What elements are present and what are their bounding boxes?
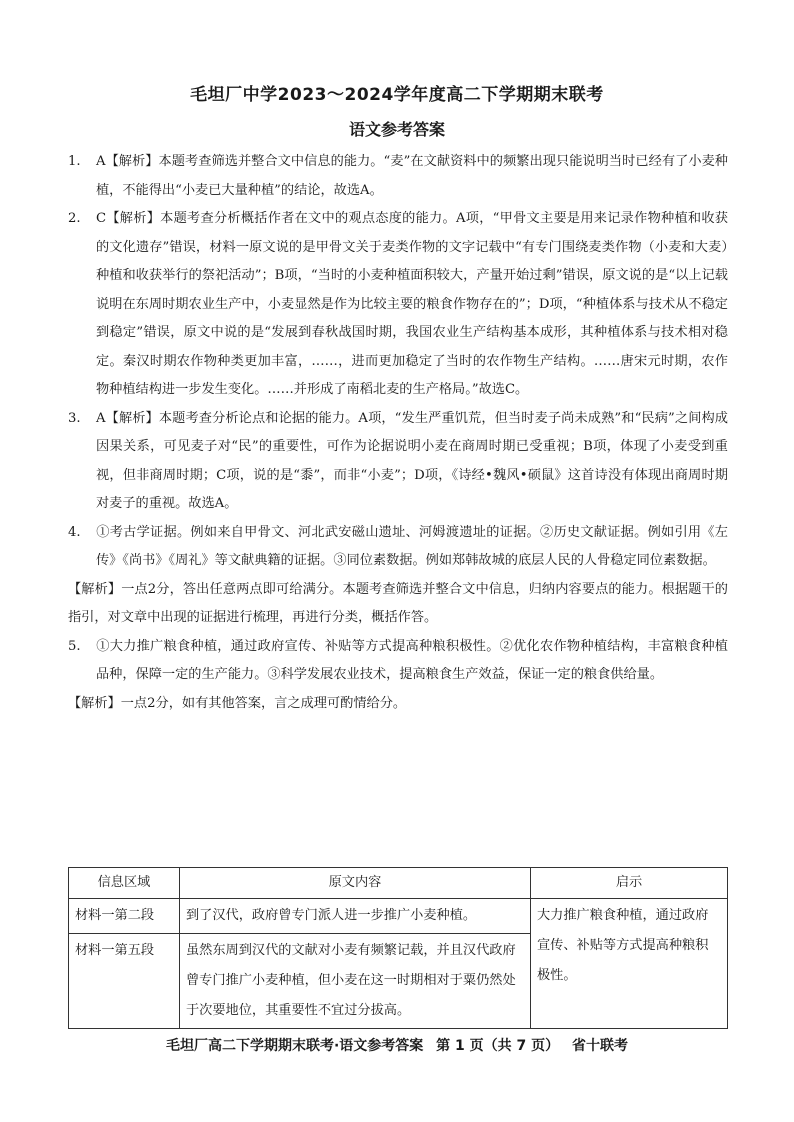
answer-4-note: 【解析】一点2分，答出任意两点即可给满分。本题考查筛选并整合文中信息，归纳内容要点的能力。根据题干的指引，对文章中出现的证据进行梳理，再进行分类，概括作答。 [68,581,728,625]
footer-brand: 省十联考 [572,1038,629,1054]
table-cell-area: 材料一第五段 [69,934,180,1029]
table-header-insight: 启示 [531,868,728,899]
table-cell-area: 材料一第二段 [69,899,180,934]
table-cell-content: 虽然东周到汉代的文献对小麦有频繁记载，并且汉代政府曾专门推广小麦种植，但小麦在这一时期相对于粟仍然处于次要地位，其重要性不宜过分拔高。 [180,934,531,1029]
answer-4: 4. ①考古学证据。例如来自甲骨文、河北武安磁山遗址、河姆渡遗址的证据。②历史文献证据。例如引用《左传》《尚书》《周礼》等文献典籍的证据。③同位素数据。例如郑韩故城的底层人民的人骨稳定同位素数据。 [68,524,728,568]
table-cell-content: 到了汉代，政府曾专门派人进一步推广小麦种植。 [180,899,531,934]
table-cell-insight: 大力推广粮食种植，通过政府宣传、补贴等方式提高种粮积极性。 [531,899,728,1029]
table-row [69,899,728,934]
answer-1: 1. A【解析】本题考查筛选并整合文中信息的能力。“麦”在文献资料中的频繁出现只能说明当时已经有了小麦种植，不能得出“小麦已大量种植”的结论，故选A。 [68,154,728,198]
evidence-table [68,867,728,1029]
answer-5-note: 【解析】一点2分，如有其他答案，言之成理可酌情给分。 [68,695,407,711]
table-header-area: 信息区域 [69,868,180,899]
page-subtitle: 语文参考答案 [348,120,445,139]
page-footer [0,1035,794,1055]
answer-5: 5. ①大力推广粮食种植，通过政府宣传、补贴等方式提高种粮积极性。②优化农作物种植结构，丰富粮食种植品种，保障一定的生产能力。③科学发展农业技术，提高粮食生产效益，保证一定的粮食供给量。 [68,638,728,682]
page-title: 毛坦厂中学2023～2024学年度高二下学期期末联考 [190,85,604,105]
answer-2: 2. C【解析】本题考查分析概括作者在文中的观点态度的能力。A项，“甲骨文主要是用来记录作物种植和收获的文化遗存”错误，材料一原文说的是甲骨文关于麦类作物的文字记载中“有专门围绕麦类作物（小麦和大麦）种植和收获举行的祭祀活动”；B项，“当时的小麦种植面积较大，产量开始过剩”错误，原文说的是“以上记载说明在东周时期农业生产中，小麦显然是作为比较主要的粮食作物存在的”；D项，“种植体系与技术从不稳定到稳定”错误，原文中说的是“发展到春秋战国时期，我国农业生产结构基本成形，其种植体系与技术相对稳定。秦汉时期农作物种类更加丰富，……，进而更加稳定了当时的农作物生产结构。……唐宋元时期，农作物种植结构进一步发生变化。……并形成了南稻北麦的生产格局。”故选C。 [68,211,728,397]
footer-exam-name: 毛坦厂高二下学期期末联考·语文参考答案 [165,1038,424,1054]
footer-page-number: 第 1 页（共 7 页） [436,1038,560,1054]
answer-3: 3. A【解析】本题考查分析论点和论据的能力。A项，“发生严重饥荒，但当时麦子尚未成熟”和“民病”之间构成因果关系，可见麦子对“民”的重要性，可作为论据说明小麦在商周时期已受重视；B项，体现了小麦受到重视，但非商周时期；C项，说的是“黍”，而非“小麦”；D项，《诗经•魏风•硕鼠》这首诗没有体现出商周时期对麦子的重视。故选A。 [68,410,728,511]
table-header-row [69,868,728,899]
answer-body [68,148,728,718]
table-header-content: 原文内容 [180,868,531,899]
